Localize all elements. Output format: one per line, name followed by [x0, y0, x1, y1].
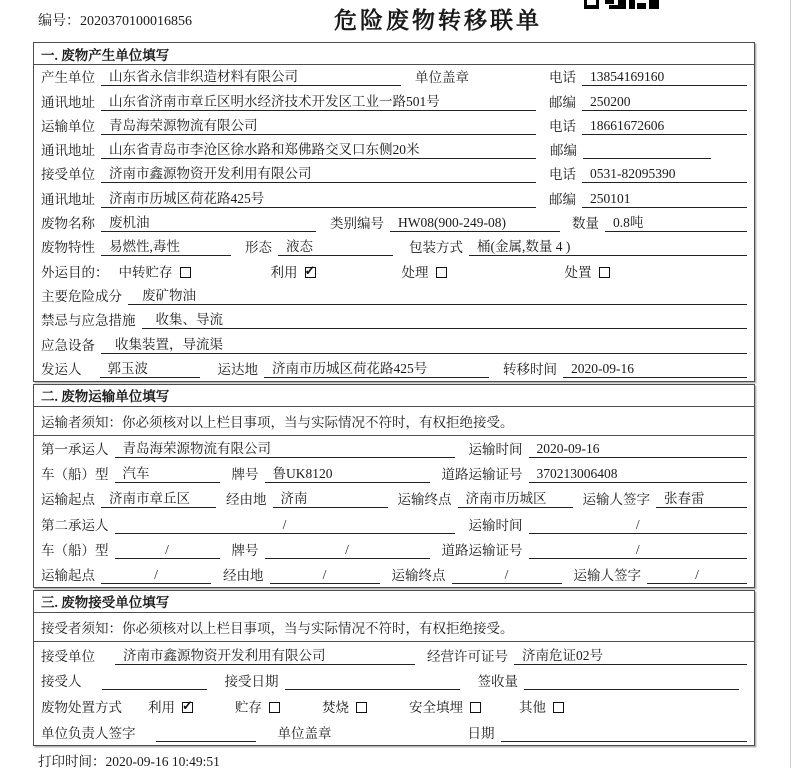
- zip-label-2: 邮编: [550, 143, 577, 159]
- equipment-label: 应急设备: [41, 337, 95, 353]
- field-address-1: 山东省济南市章丘区明水经济技术开发区工业一路501号: [101, 93, 536, 111]
- field-packaging: 桶(金属,数量 4 ): [469, 238, 747, 256]
- received-qty-label: 签收量: [477, 674, 518, 690]
- field-characteristics: 易燃性,毒性: [101, 238, 231, 256]
- disposal-option-label: 焚烧: [322, 700, 349, 716]
- field-form: 液态: [278, 238, 393, 256]
- field-shipper: 郭玉波: [100, 360, 200, 378]
- section-producer: [33, 42, 755, 382]
- phone-label-1: 电话: [549, 70, 576, 86]
- manifest-table: [33, 42, 755, 746]
- row-transport-purpose: [34, 259, 754, 283]
- field-plate1: 鲁UK8120: [265, 465, 430, 483]
- checkbox-disposal-other: [553, 702, 564, 713]
- sign1-label: 运输人签字: [582, 492, 650, 508]
- print-time-value: 2020-09-16 10:49:51: [105, 754, 220, 768]
- purpose-option-label: 处置: [564, 264, 592, 280]
- row-second-carrier: [34, 511, 754, 536]
- transfer-time-label: 转移时间: [503, 361, 557, 377]
- taboo-label: 禁忌与应急措施: [41, 313, 136, 329]
- field-road-permit2: /: [529, 541, 748, 559]
- print-time: [38, 750, 220, 768]
- row-producer-unit: [34, 65, 754, 89]
- field-road-permit1: 370213006408: [529, 465, 748, 483]
- transport-time2-label: 运输时间: [468, 517, 523, 533]
- accept-date-label: 接受日期: [224, 674, 279, 690]
- field-via2: /: [270, 566, 380, 584]
- via2-label: 经由地: [223, 567, 264, 583]
- transport-time1-label: 运输时间: [468, 442, 523, 458]
- field-transporter-unit: 青岛海荣源物流有限公司: [101, 117, 536, 135]
- unit-seal-label-2: 单位盖章: [277, 725, 332, 741]
- field-vehicle-type2: /: [115, 541, 220, 559]
- sign2-label: 运输人签字: [573, 567, 641, 583]
- field-phone-3: 0531-82095390: [582, 165, 747, 183]
- field-end2: /: [452, 566, 562, 584]
- checkbox-utilize: [305, 267, 316, 278]
- row-transporter-unit: [34, 114, 754, 138]
- field-accept-date: [285, 672, 460, 690]
- field-origin2: /: [101, 566, 211, 584]
- field-transport-time1: 2020-09-16: [529, 440, 748, 458]
- address-label-3: 通讯地址: [41, 191, 95, 207]
- row-transporter-address: [34, 138, 754, 162]
- carrier2-label: 第二承运人: [41, 517, 109, 533]
- section1-heading: 一. 废物产生单位填写: [34, 43, 754, 65]
- field-via1: 济南: [273, 490, 388, 508]
- vehicle-type2-label: 车（船）型: [41, 542, 109, 558]
- row-receiver-unit: [34, 162, 754, 186]
- field-carrier1: 青岛海荣源物流有限公司: [115, 440, 455, 458]
- origin2-label: 运输起点: [41, 567, 95, 583]
- purpose-option-label: 利用: [270, 264, 298, 280]
- doc-number: [38, 10, 192, 30]
- date-label: 日期: [467, 725, 495, 741]
- disposal-option-label: 贮存: [235, 700, 262, 716]
- section-transporter: [33, 384, 755, 588]
- end1-label: 运输终点: [397, 492, 452, 508]
- purpose-option-utilize: [271, 261, 316, 281]
- row-first-carrier: [34, 436, 754, 461]
- field-zip-1: 250200: [582, 93, 747, 111]
- origin1-label: 运输起点: [41, 492, 95, 508]
- address-label-1: 通讯地址: [41, 94, 95, 110]
- row-hazard-components: [34, 284, 754, 308]
- section-receiver: [33, 590, 755, 746]
- disposal-option-landfill: [409, 696, 481, 716]
- field-taboo: 收集、导流: [142, 311, 748, 329]
- doc-number-label: 编号：: [38, 14, 80, 29]
- checkbox-treat: [436, 267, 447, 278]
- purpose-option-label: 处理: [401, 264, 429, 280]
- field-zip-3: 250101: [582, 190, 747, 208]
- purpose-label: 外运目的：: [41, 264, 109, 280]
- accept-unit-label: 接受单位: [41, 648, 95, 664]
- row-shipper: [34, 357, 754, 381]
- page-edge-line: [790, 0, 791, 768]
- receiver-notice: 接受者须知：你必须核对以上栏目事项，当与实际情况不符时，有权拒绝接受。: [34, 613, 754, 642]
- producer-unit-label: 产生单位: [41, 70, 95, 86]
- checkbox-transfer-storage: [180, 267, 191, 278]
- field-end1: 济南市历城区: [458, 490, 573, 508]
- row-waste-name: [34, 211, 754, 235]
- plate1-label: 牌号: [231, 467, 259, 483]
- purpose-option-dispose: [565, 261, 610, 281]
- characteristics-label: 废物特性: [41, 240, 95, 256]
- field-vehicle-type1: 汽车: [115, 465, 220, 483]
- field-address-3: 济南市历城区荷花路425号: [101, 190, 536, 208]
- row-emergency-equipment: [34, 332, 754, 356]
- row-receiver-address: [34, 186, 754, 210]
- disposal-option-storage: [235, 696, 280, 716]
- field-sign2: /: [647, 566, 747, 584]
- signer-label: 单位负责人签字: [41, 725, 136, 741]
- row-acceptor: [34, 668, 754, 694]
- form-label: 形态: [245, 240, 272, 256]
- field-category: HW08(900-249-08): [390, 214, 560, 232]
- hazard-label: 主要危险成分: [41, 288, 122, 304]
- field-address-2: 山东省青岛市李沧区徐水路和郑佛路交叉口东侧20米: [101, 141, 536, 159]
- waste-name-label: 废物名称: [41, 216, 95, 232]
- row-waste-characteristics: [34, 235, 754, 259]
- purpose-option-treat: [402, 261, 447, 281]
- field-destination: 济南市历城区荷花路425号: [264, 360, 489, 378]
- row-accept-unit: [34, 642, 754, 668]
- row-vehicle1: [34, 461, 754, 486]
- checkbox-disposal-storage: [269, 702, 280, 713]
- disposal-option-label: 利用: [148, 700, 175, 716]
- acceptor-label: 接受人: [41, 674, 82, 690]
- checkbox-disposal-utilize: [182, 702, 193, 713]
- section2-heading: 二. 废物运输单位填写: [34, 385, 754, 407]
- field-transport-time2: /: [529, 516, 748, 534]
- transporter-notice: 运输者须知：你必须核对以上栏目事项，当与实际情况不符时，有权拒绝接受。: [34, 407, 754, 436]
- qr-code-fragment: [584, 0, 660, 10]
- field-quantity: 0.8吨: [605, 214, 747, 232]
- disposal-option-label: 其他: [519, 700, 546, 716]
- zip-label-1: 邮编: [549, 94, 576, 110]
- field-hazard: 废矿物油: [128, 287, 747, 305]
- field-received-qty: [524, 672, 739, 690]
- field-equipment: 收集装置，导流渠: [101, 336, 747, 354]
- license-label: 经营许可证号: [427, 648, 508, 664]
- disposal-option-utilize: [148, 696, 193, 716]
- field-phone-2: 18661672606: [582, 117, 747, 135]
- field-producer-unit: 山东省永信非织造材料有限公司: [101, 68, 401, 86]
- field-phone-1: 13854169160: [582, 68, 747, 86]
- field-origin1: 济南市章丘区: [101, 490, 216, 508]
- unit-seal-label: 单位盖章: [415, 70, 469, 86]
- row-disposal-method: [34, 693, 754, 719]
- checkbox-disposal-incinerate: [356, 702, 367, 713]
- road-permit1-label: 道路运输证号: [441, 467, 523, 483]
- disposal-label: 废物处置方式: [41, 700, 122, 716]
- phone-label-3: 电话: [549, 167, 576, 183]
- field-transfer-time: 2020-09-16: [563, 360, 747, 378]
- carrier1-label: 第一承运人: [41, 442, 109, 458]
- receiver-unit-label: 接受单位: [41, 167, 95, 183]
- field-plate2: /: [265, 541, 430, 559]
- category-label: 类别编号: [330, 216, 384, 232]
- transporter-unit-label: 运输单位: [41, 118, 95, 134]
- via1-label: 经由地: [226, 492, 267, 508]
- field-license: 济南危证02号: [514, 647, 747, 665]
- purpose-option-transfer-storage: [119, 261, 191, 281]
- disposal-option-incinerate: [322, 696, 367, 716]
- row-route1: [34, 486, 754, 511]
- checkbox-disposal-landfill: [470, 702, 481, 713]
- field-signer: [156, 724, 256, 742]
- row-producer-address: [34, 89, 754, 113]
- field-waste-name: 废机油: [101, 214, 316, 232]
- road-permit2-label: 道路运输证号: [441, 542, 523, 558]
- purpose-option-label: 中转贮存: [118, 264, 173, 280]
- row-taboo-measures: [34, 308, 754, 332]
- row-signatures: [34, 719, 754, 745]
- doc-number-value: 2020370100016856: [80, 14, 192, 29]
- address-label-2: 通讯地址: [41, 143, 95, 159]
- field-sign1: 张春雷: [656, 490, 747, 508]
- field-accept-unit: 济南市鑫源物资开发利用有限公司: [115, 647, 415, 665]
- checkbox-dispose: [599, 267, 610, 278]
- field-date: [501, 724, 748, 742]
- plate2-label: 牌号: [231, 542, 259, 558]
- disposal-option-label: 安全填埋: [409, 700, 463, 716]
- end2-label: 运输终点: [391, 567, 446, 583]
- shipper-label: 发运人: [41, 361, 82, 377]
- vehicle-type1-label: 车（船）型: [41, 467, 109, 483]
- section3-heading: 三. 废物接受单位填写: [34, 591, 754, 613]
- print-time-label: 打印时间：: [38, 754, 106, 768]
- field-receiver-unit: 济南市鑫源物资开发利用有限公司: [101, 165, 536, 183]
- row-route2: [34, 562, 754, 587]
- field-carrier2: /: [115, 516, 455, 534]
- zip-label-3: 邮编: [549, 191, 576, 207]
- field-zip-2: [583, 141, 711, 159]
- field-acceptor: [102, 672, 207, 690]
- quantity-label: 数量: [572, 216, 599, 232]
- destination-label: 运达地: [217, 361, 258, 377]
- disposal-option-other: [519, 696, 564, 716]
- row-vehicle2: [34, 537, 754, 562]
- phone-label-2: 电话: [549, 118, 576, 134]
- page-title: 危险废物转移联单: [334, 8, 542, 33]
- packaging-label: 包装方式: [409, 240, 463, 256]
